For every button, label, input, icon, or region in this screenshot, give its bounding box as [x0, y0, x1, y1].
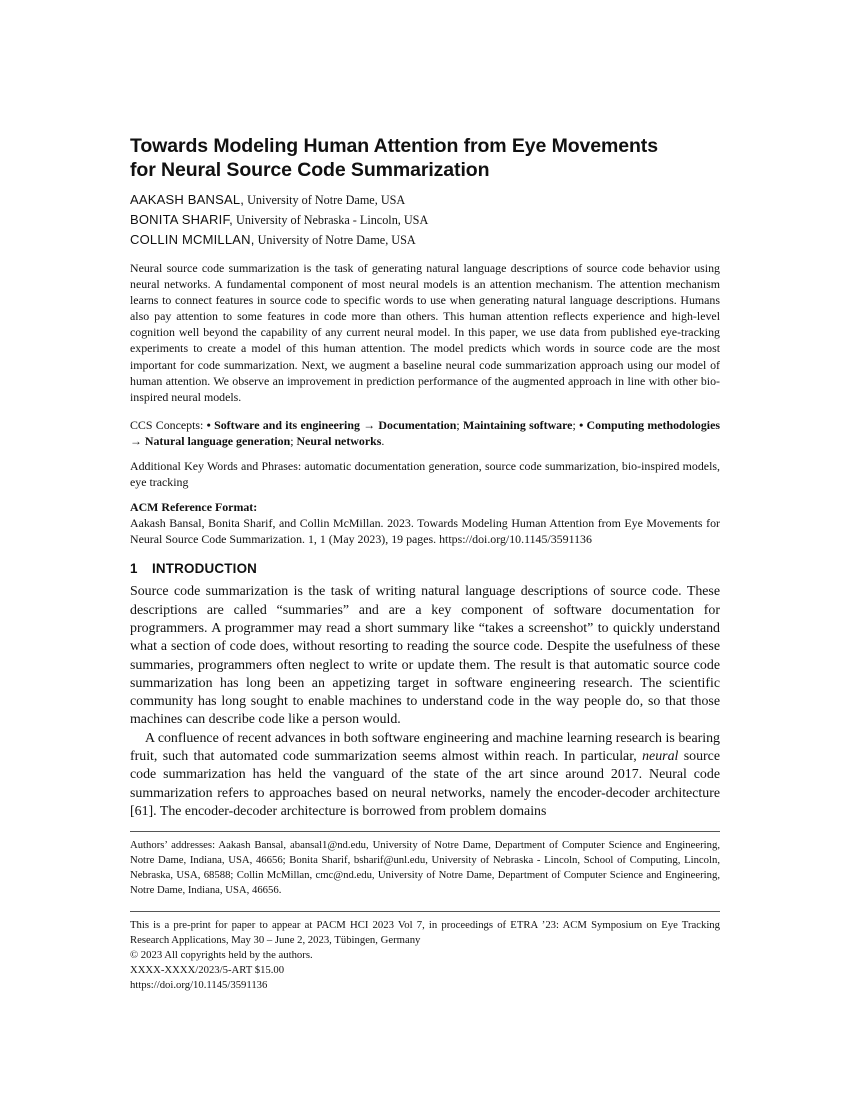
footnote-rule — [130, 911, 720, 918]
paragraph-text: source code summarization has held the vanguard of the state of the art since around 2017. Neural code summarization refers to approaches based on neural networks, namely the encoder-decoder architecture [61]. The encoder-decoder architecture is borrowed from problem domains — [130, 749, 720, 819]
author-affiliation: University of Notre Dame, USA — [254, 233, 416, 247]
doi-link[interactable]: https://doi.org/10.1145/3591136 — [130, 978, 268, 991]
ccs-concept: Maintaining software — [463, 417, 573, 432]
acm-reference-heading: ACM Reference Format: — [130, 500, 258, 515]
copyright-note: © 2023 All copyrights held by the authors. — [130, 949, 313, 962]
author-affiliation: University of Notre Dame, USA — [244, 193, 406, 207]
author-list — [130, 190, 720, 250]
section-title: INTRODUCTION — [152, 561, 258, 577]
ccs-end: . — [381, 433, 385, 448]
author-name: COLLIN MCMILLAN, — [130, 232, 255, 247]
acm-reference-text: Aakash Bansal, Bonita Sharif, and Collin McMillan. 2023. Towards Modeling Human Attention from Eye Movements for Neural Source Code Summarization. 1, 1 (May 2023), 19 pages. https://doi.org/10.1145/3591136 — [130, 516, 720, 547]
keywords: Additional Key Words and Phrases: automatic documentation generation, source code summarization, bio-inspired models, eye tracking — [130, 458, 720, 490]
ccs-label: CCS Concepts: — [130, 417, 207, 432]
ccs-concept: Neural networks — [296, 433, 382, 448]
intro-paragraph-1: Source code summarization is the task of writing natural language descriptions of source code. These descriptions are called “summaries” and are a key component of software documentation for programmers. A programmer may read a short summary like “takes a screenshot” to quickly understand what a section of code does, without resorting to reading the source code. Despite the usefulness of these summaries, programmers often neglect to write or update them. The result is that automatic source code summarization has long been an appetizing target in software engineering research. The scientific community has long sought to enable machines to understand code in the way people do, so that those machines can describe code like a person would. — [130, 584, 720, 728]
author-3 — [130, 230, 720, 250]
title-line-2: for Neural Source Code Summarization — [130, 159, 490, 181]
issn-note: XXXX-XXXX/2023/5-ART $15.00 — [130, 963, 285, 976]
author-name: AAKASH BANSAL, — [130, 192, 245, 207]
title-line-1: Towards Modeling Human Attention from Eye Movements — [130, 135, 658, 157]
intro-paragraph-2 — [130, 730, 720, 821]
page-content — [130, 134, 720, 992]
author-affiliation: University of Nebraska - Lincoln, USA — [232, 213, 429, 227]
ccs-concept: • Software and its engineering → Documentation — [206, 417, 457, 432]
preprint-note: This is a pre-print for paper to appear at PACM HCI 2023 Vol 7, in proceedings of ETRA ’23: ACM Symposium on Eye Tracking Research Applications, May 30 – June 2, 2023, Tübingen, Germany — [130, 919, 720, 947]
ccs-separator: ; — [290, 433, 297, 448]
footnote-rule — [130, 831, 720, 838]
publication-footnote — [130, 918, 720, 992]
ccs-separator: ; — [456, 417, 463, 432]
author-name: BONITA SHARIF, — [130, 212, 233, 227]
paragraph-text: A confluence of recent advances in both software engineering and machine learning research is bearing fruit, such that automated code summarization seems almost within reach. In particular, — [130, 730, 720, 765]
paper-title — [130, 134, 720, 182]
section-number: 1 — [130, 561, 138, 577]
section-heading — [130, 561, 720, 576]
author-1 — [130, 190, 720, 210]
ccs-concept: • Computing methodologies → Natural language generation — [130, 417, 721, 448]
author-2 — [130, 210, 720, 230]
ccs-concepts — [130, 417, 720, 449]
acm-reference — [130, 499, 720, 547]
emphasis-text: neural — [642, 749, 679, 765]
authors-addresses-footnote: Authors’ addresses: Aakash Bansal, abansal1@nd.edu, University of Notre Dame, Department of Computer Science and Engineering, Notre Dame, Indiana, USA, 46656; Bonita Sharif, bsharif@unl.edu, University of Nebraska - Lincoln, School of Computing, Lincoln, Nebraska, USA, 68588; Collin McMillan, cmc@nd.edu, University of Notre Dame, Department of Computer Science and Engineering, Notre Dame, Indiana, USA, 46656. — [130, 839, 720, 896]
abstract: Neural source code summarization is the task of generating natural language descriptions of source code behavior using neural networks. A fundamental component of most neural models is an attention mechanism. The attention mechanism learns to connect features in source code to specific words to use when generating natural language descriptions. Humans also pay attention to some features in code more than others. This human attention reflects experience and high-level cognition well beyond the capability of any current neural model. In this paper, we use data from published eye-tracking experiments to create a model of this human attention. The model predicts which words in source code are the most important for code summarization. Next, we augment a baseline neural code summarization approach using our model of human attention. We observe an improvement in prediction performance of the augmented approach in line with other bio-inspired neural models. — [130, 261, 720, 404]
ccs-separator: ; — [572, 417, 580, 432]
